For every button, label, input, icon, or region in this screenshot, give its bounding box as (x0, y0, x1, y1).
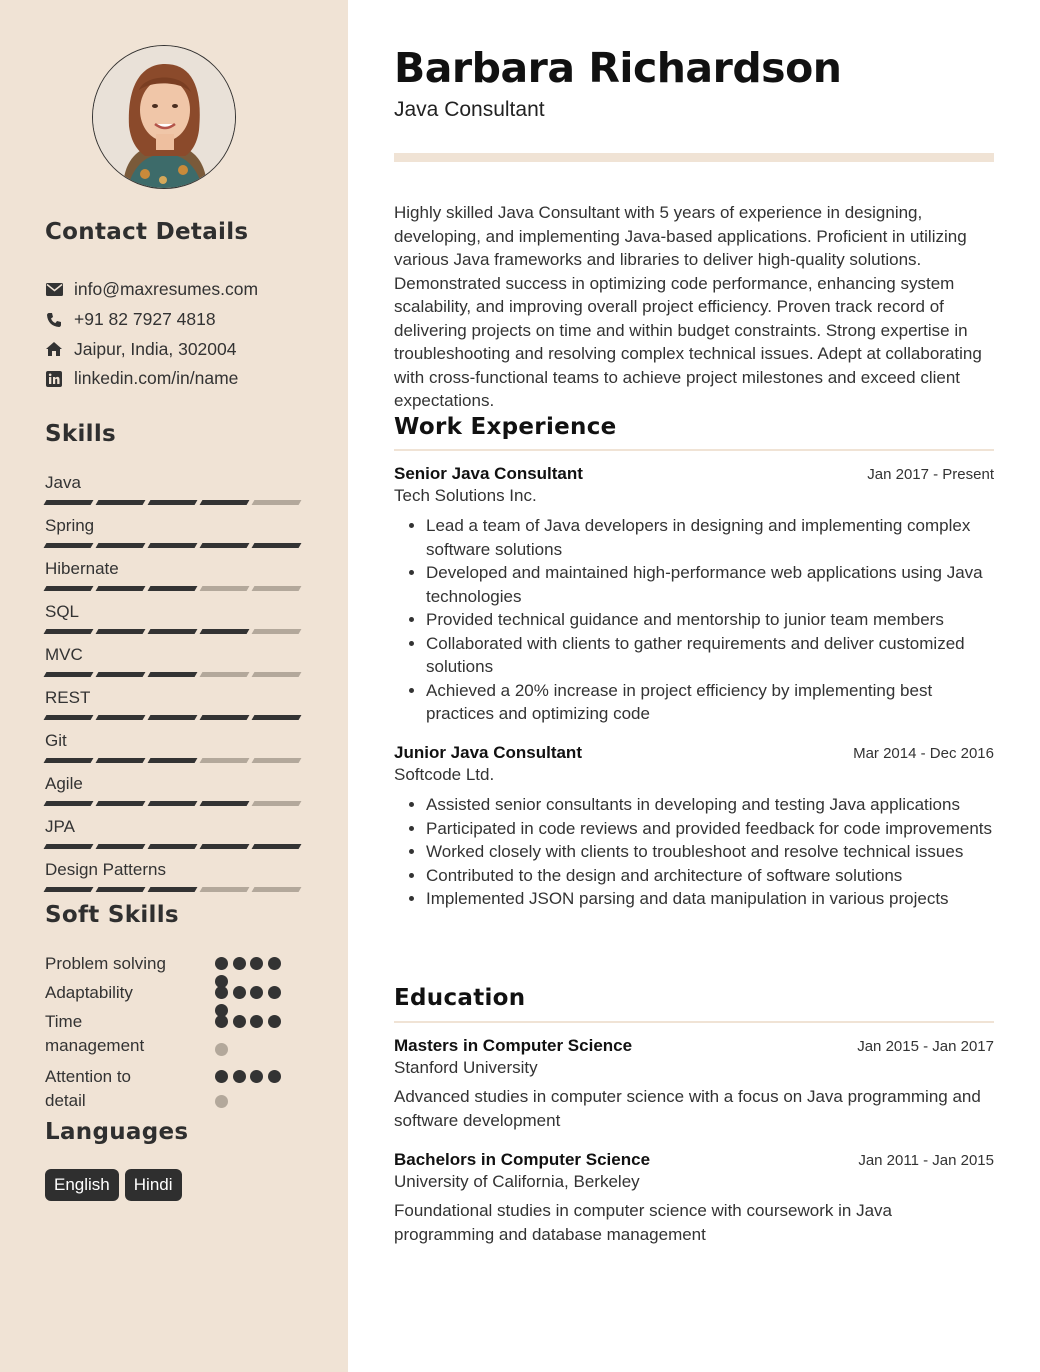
home-icon (45, 340, 63, 358)
candidate-name: Barbara Richardson (394, 44, 842, 92)
skill-level-segment (200, 500, 250, 505)
job-title: Junior Java Consultant (394, 743, 582, 762)
language-badge: English (45, 1169, 119, 1201)
degree-date: Jan 2011 - Jan 2015 (858, 1152, 994, 1169)
job-bullet: • Lead a team of Java developers in designing and implementing complex software solutions (426, 514, 994, 561)
rating-dot (215, 1015, 228, 1028)
job-title: Senior Java Consultant (394, 464, 583, 483)
contact-address-text: Jaipur, India, 302004 (74, 338, 237, 359)
skill-level-segment (148, 500, 198, 505)
main-content (348, 0, 1040, 1372)
job-bullet: • Assisted senior consultants in developing and testing Java applications (426, 793, 994, 817)
rating-dot (215, 1070, 228, 1083)
skill-level-segment (200, 758, 250, 763)
job-bullet: • Provided technical guidance and mentorship to junior team members (426, 608, 994, 632)
soft-skill-rating (215, 1010, 295, 1065)
skill-name: MVC (45, 645, 83, 664)
skill-level-segment (44, 715, 94, 720)
skill-level-segment (148, 715, 198, 720)
skill-level-segment (148, 758, 198, 763)
skill-level-segment (252, 801, 302, 806)
skill-level-segment (252, 500, 302, 505)
rating-dot (233, 957, 246, 970)
rating-dot (215, 1095, 228, 1108)
skill-name: Java (45, 473, 81, 492)
education-entry (394, 1150, 994, 1247)
skill-name: Git (45, 731, 67, 750)
skill-level-segment (148, 586, 198, 591)
skill-level-segment (96, 758, 146, 763)
contact-linkedin[interactable] (45, 364, 335, 394)
languages-list (45, 1169, 182, 1201)
skill-level-segment (148, 629, 198, 634)
rating-dot (268, 957, 281, 970)
skill-level-segment (252, 844, 302, 849)
work-entry (394, 743, 994, 911)
sidebar (0, 0, 348, 1372)
rating-dot (250, 1015, 263, 1028)
contact-heading: Contact Details (45, 219, 249, 245)
rating-dot (233, 1015, 246, 1028)
rating-dot (250, 1070, 263, 1083)
skill-level-segment (96, 672, 146, 677)
education-rule (394, 1021, 994, 1023)
skill-name: Agile (45, 774, 83, 793)
skill-item (45, 857, 305, 900)
rating-dot (268, 1070, 281, 1083)
skill-item (45, 470, 305, 513)
skill-level-segment (252, 672, 302, 677)
skill-level-segment (200, 844, 250, 849)
skill-name: JPA (45, 817, 75, 836)
skill-level-segment (96, 715, 146, 720)
skill-level-segment (44, 672, 94, 677)
degree-description: Foundational studies in computer science with coursework in Java programming and database management (394, 1201, 892, 1244)
header-divider (394, 153, 994, 162)
soft-skill-item (45, 981, 305, 1010)
degree-title: Masters in Computer Science (394, 1036, 633, 1055)
skill-level-segment (148, 543, 198, 548)
contact-phone[interactable] (45, 305, 335, 335)
skill-item (45, 771, 305, 814)
rating-dot (233, 986, 246, 999)
skill-level-segment (200, 887, 250, 892)
skill-level-segment (148, 672, 198, 677)
job-bullet: • Contributed to the design and architecture of software solutions (426, 864, 994, 888)
contact-phone-text: +91 82 7927 4818 (74, 309, 216, 330)
skill-name: REST (45, 688, 91, 707)
soft-skill-rating (215, 952, 295, 981)
skill-level-bar (45, 715, 305, 720)
skill-level-segment (44, 801, 94, 806)
skill-name: Hibernate (45, 559, 119, 578)
skill-level-bar (45, 844, 305, 849)
degree-description: Advanced studies in computer science with a focus on Java programming and software development (394, 1087, 981, 1130)
skill-level-segment (200, 672, 250, 677)
soft-skill-name: Time management (45, 1012, 145, 1055)
skill-level-bar (45, 586, 305, 591)
phone-icon (45, 311, 63, 329)
skill-level-segment (252, 887, 302, 892)
contact-linkedin-text: linkedin.com/in/name (74, 368, 239, 389)
summary-text: Highly skilled Java Consultant with 5 years of experience in designing, developing, and implementing Java-based applications. Proficient in utilizing various Java frameworks and libraries to deliver high-quality solutions. Demonstrated success in optimizing code performance, enhancing system scalability, and improving overall project efficiency. Proven track record of delivering projects on time and within budget constraints. Strong expertise in troubleshooting and resolving complex technical issues. Adept at collaborating with cross-functional teams to achieve project milestones and exceed client expectations. (394, 203, 982, 410)
profile-photo (92, 45, 236, 189)
skill-level-segment (44, 887, 94, 892)
skill-name: SQL (45, 602, 80, 621)
contact-list (45, 275, 335, 394)
skill-level-segment (252, 758, 302, 763)
job-bullet: • Participated in code reviews and provided feedback for code improvements (426, 817, 994, 841)
rating-dot (250, 986, 263, 999)
degree-date: Jan 2015 - Jan 2017 (857, 1038, 994, 1055)
work-experience-heading: Work Experience (394, 414, 617, 440)
skill-item (45, 556, 305, 599)
skills-list (45, 470, 305, 900)
soft-skill-item (45, 1065, 305, 1115)
skill-item (45, 728, 305, 771)
soft-skill-rating (215, 1065, 295, 1115)
skill-level-segment (96, 500, 146, 505)
candidate-role: Java Consultant (394, 98, 545, 121)
skill-level-segment (96, 801, 146, 806)
skill-level-segment (44, 629, 94, 634)
work-entry (394, 464, 994, 726)
skill-level-bar (45, 500, 305, 505)
contact-email[interactable] (45, 275, 335, 305)
skill-level-segment (96, 586, 146, 591)
skill-level-segment (252, 629, 302, 634)
degree-title: Bachelors in Computer Science (394, 1150, 651, 1169)
skill-level-segment (148, 887, 198, 892)
education-entry (394, 1036, 994, 1133)
skill-level-bar (45, 629, 305, 634)
work-experience-rule (394, 449, 994, 451)
soft-skills-list (45, 952, 305, 1115)
skill-item (45, 642, 305, 685)
rating-dot (268, 1015, 281, 1028)
skill-level-segment (252, 586, 302, 591)
job-bullet: • Implemented JSON parsing and data manipulation in various projects (426, 887, 994, 911)
skill-level-segment (148, 844, 198, 849)
skill-level-segment (96, 844, 146, 849)
job-company: Softcode Ltd. (394, 765, 495, 784)
job-bullet: • Collaborated with clients to gather requirements and deliver customized solutions (426, 632, 994, 679)
skill-level-segment (200, 715, 250, 720)
skill-level-segment (148, 801, 198, 806)
skill-item (45, 685, 305, 728)
skill-level-segment (44, 586, 94, 591)
skill-level-bar (45, 758, 305, 763)
contact-email-text: info@maxresumes.com (74, 279, 259, 300)
skill-item (45, 814, 305, 857)
skill-level-bar (45, 887, 305, 892)
skill-level-bar (45, 801, 305, 806)
job-date: Mar 2014 - Dec 2016 (853, 745, 994, 762)
rating-dot (250, 957, 263, 970)
job-bullets (394, 793, 994, 911)
skill-level-segment (96, 543, 146, 548)
skill-name: Spring (45, 516, 95, 535)
rating-dot (215, 957, 228, 970)
skill-level-segment (96, 629, 146, 634)
contact-address (45, 334, 335, 364)
skill-level-segment (252, 715, 302, 720)
languages-heading: Languages (45, 1119, 189, 1145)
rating-dot (233, 1070, 246, 1083)
skill-level-segment (200, 586, 250, 591)
skill-level-bar (45, 543, 305, 548)
skill-level-segment (252, 543, 302, 548)
rating-dot (215, 1043, 228, 1056)
soft-skill-name: Problem solving (45, 954, 166, 973)
education-heading: Education (394, 985, 526, 1011)
skill-level-segment (44, 500, 94, 505)
skill-item (45, 513, 305, 556)
job-bullet: • Developed and maintained high-performance web applications using Java technologies (426, 561, 994, 608)
linkedin-icon (45, 370, 63, 388)
language-badge: Hindi (125, 1169, 182, 1201)
soft-skill-name: Attention to detail (45, 1067, 132, 1110)
job-bullet: • Achieved a 20% increase in project efficiency by implementing best practices and optimizing code (426, 679, 994, 726)
skill-name: Design Patterns (45, 860, 166, 879)
skill-level-segment (44, 758, 94, 763)
job-bullets (394, 514, 994, 726)
skill-level-bar (45, 672, 305, 677)
skill-level-segment (200, 801, 250, 806)
skill-level-segment (200, 629, 250, 634)
job-bullet: • Worked closely with clients to troubleshoot and resolve technical issues (426, 840, 994, 864)
envelope-icon (45, 281, 63, 299)
skills-heading: Skills (45, 421, 117, 447)
rating-dot (268, 986, 281, 999)
rating-dot (215, 986, 228, 999)
soft-skill-item (45, 1010, 305, 1065)
skill-item (45, 599, 305, 642)
skill-level-segment (44, 543, 94, 548)
soft-skill-item (45, 952, 305, 981)
job-date: Jan 2017 - Present (867, 466, 994, 483)
soft-skill-name: Adaptability (45, 983, 133, 1002)
soft-skill-rating (215, 981, 295, 1010)
job-company: Tech Solutions Inc. (394, 486, 537, 505)
school-name: University of California, Berkeley (394, 1172, 640, 1191)
skill-level-segment (96, 887, 146, 892)
skill-level-segment (200, 543, 250, 548)
soft-skills-heading: Soft Skills (45, 902, 179, 928)
skill-level-segment (44, 844, 94, 849)
school-name: Stanford University (394, 1058, 538, 1077)
